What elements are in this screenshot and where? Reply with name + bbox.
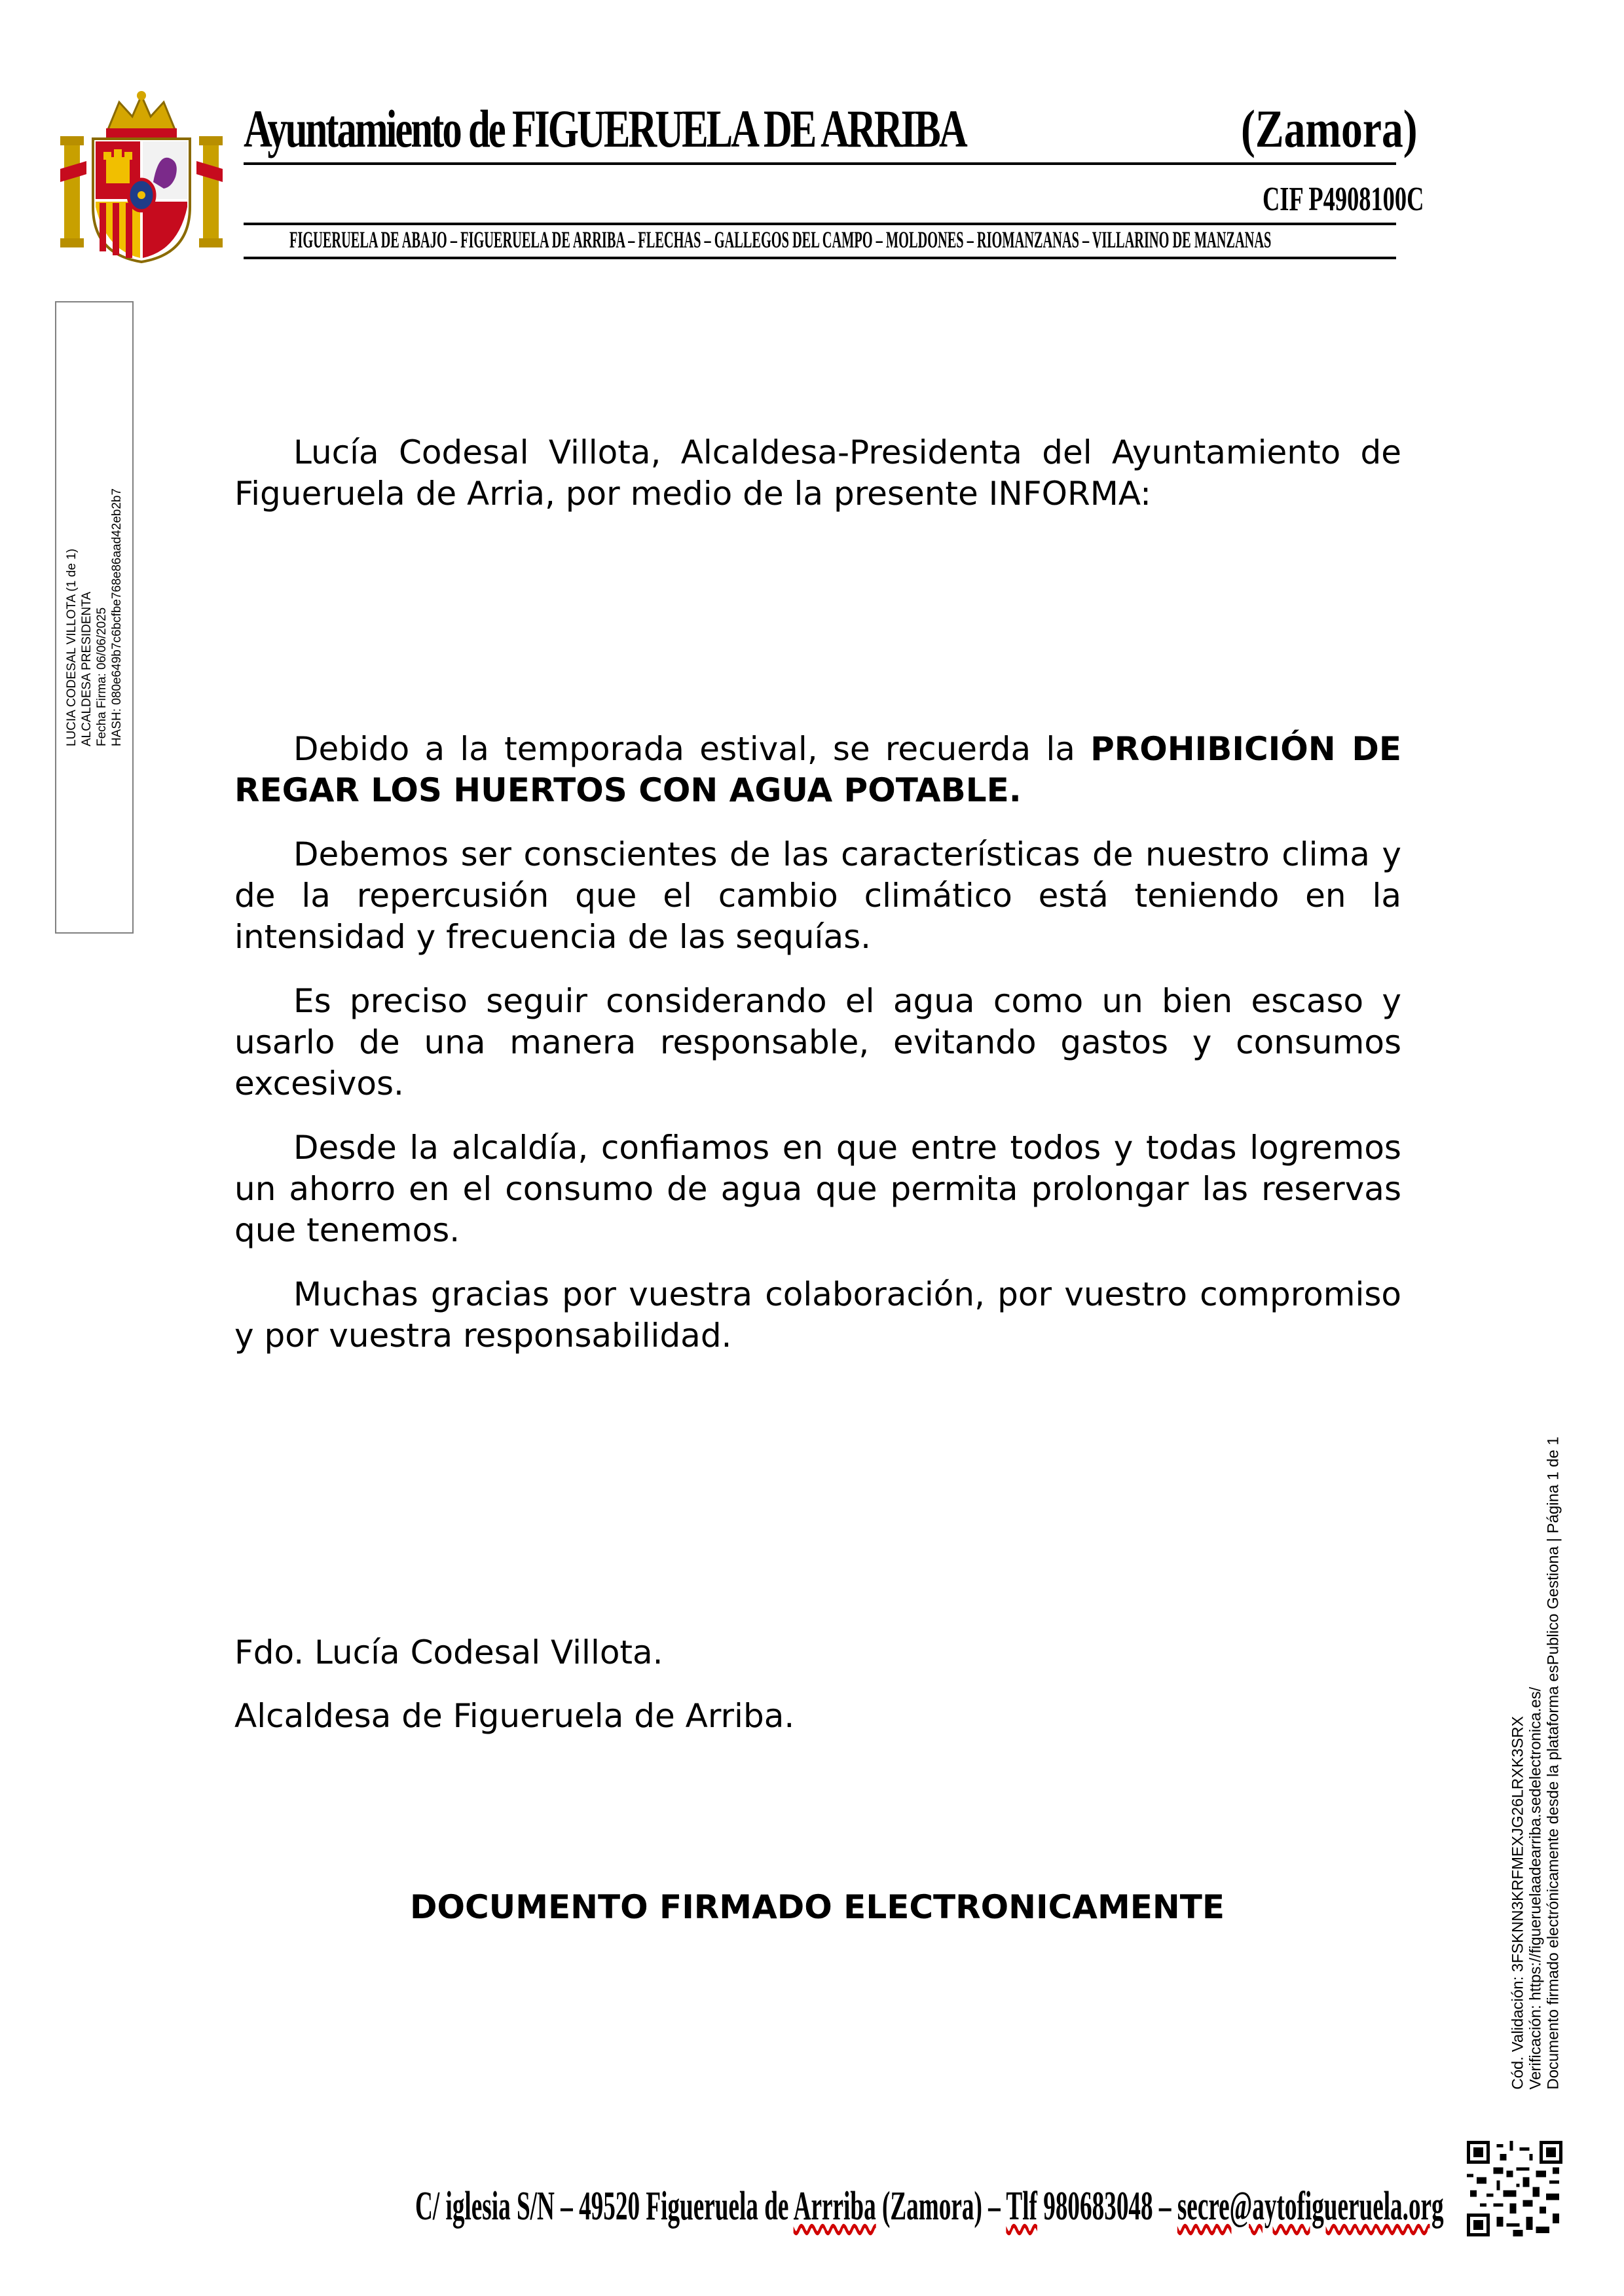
signature-role: ALCALDESA PRESIDENTA: [80, 591, 94, 747]
paragraph-climate: Debemos ser conscientes de las características de nuestro clima y de la repercusión que el cambio climático está teniendo en la intensidad y frecuencia de las sequías.: [234, 835, 1401, 956]
verification-url[interactable]: Verificación: https://figueruelaadearriba.sedelectronica.es/: [1526, 1686, 1545, 2090]
electronic-signature-stamp: DOCUMENTO FIRMADO ELECTRONICAMENTE: [409, 1888, 1225, 1926]
paragraph-water: Es preciso seguir considerando el agua como un bien escaso y usarlo de una manera responsable, evitando gastos y consumos excesivos.: [234, 982, 1401, 1102]
paragraph-thanks: Muchas gracias por vuestra colaboración, por vuestro compromiso y por vuestra responsabilidad.: [234, 1275, 1401, 1355]
paragraph-savings: Desde la alcaldía, confiamos en que entre todos y todas logremos un ahorro en el consumo de agua que permita prolongar las reservas que tenemos.: [234, 1129, 1401, 1249]
signature-signer: LUCIA CODESAL VILLOTA (1 de 1): [65, 549, 79, 747]
header-rule: [244, 257, 1396, 259]
paragraph-intro: Lucía Codesal Villota, Alcaldesa-Presidenta del Ayuntamiento de Figueruela de Arria, por medio de la presente INFORMA:: [234, 433, 1401, 513]
paragraph-prohibition: Debido a la temporada estival, se recuerda la PROHIBICIÓN DE REGAR LOS HUERTOS CON AGUA POTABLE.: [234, 730, 1401, 809]
platform-note: Documento firmado electrónicamente desde la plataforma esPublico Gestiona | Página 1 de 1: [1544, 1436, 1562, 2090]
header-region: (Zamora): [1241, 99, 1418, 158]
signed-role: Alcaldesa de Figueruela de Arriba.: [234, 1697, 795, 1735]
header-title: Ayuntamiento de FIGUERUELA DE ARRIBA: [244, 99, 966, 158]
qr-code-icon: [1467, 2141, 1562, 2236]
prohibition-highlight: PROHIBICIÓN DE REGAR LOS HUERTOS CON AGUA POTABLE.: [234, 730, 1401, 809]
signed-by: Fdo. Lucía Codesal Villota.: [234, 1633, 663, 1671]
signature-hash: HASH: 080e649b7c6bcfbe768e86aad42eb2b7: [110, 488, 124, 747]
validation-code: Cód. Validación: 3FSKNN3KRFMEXJG26LRXK3SRX: [1509, 1716, 1527, 2090]
header-cif: CIF P4908100C: [1263, 181, 1424, 218]
footer-contact: C/ iglesia S/N – 49520 Figueruela de Arrriba (Zamora) – Tlf 980683048 – secre@aytofigueruela.org: [415, 2184, 1444, 2229]
header-rule: [244, 162, 1396, 165]
footer-email[interactable]: secre@aytofigueruela.org: [1177, 2184, 1444, 2229]
header-towns: FIGUERUELA DE ABAJO – FIGUERUELA DE ARRIBA – FLECHAS – GALLEGOS DEL CAMPO – MOLDONES – RIOMANZANAS – VILLARINO DE MANZANAS: [289, 227, 1272, 253]
header-rule: [244, 223, 1396, 225]
coat-of-arms-icon: [60, 90, 223, 267]
signature-date: Fecha Firma: 06/06/2025: [95, 607, 109, 747]
